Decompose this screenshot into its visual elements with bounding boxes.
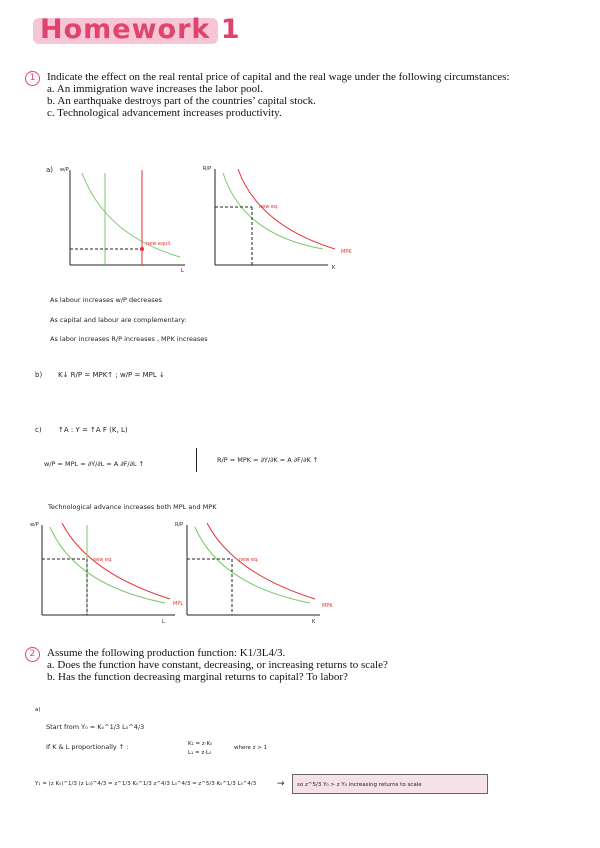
mpk-new-curve — [207, 523, 315, 599]
part-a-label: a) — [46, 166, 54, 174]
q2-start: Start from Y₀ = K₀^1/3 L₀^4/3 — [46, 723, 145, 731]
question-1-a: a. An immigration wave increases the labor pool. — [47, 83, 263, 95]
new-equil-label: new equil. — [146, 241, 172, 247]
part-b-label: b) — [35, 371, 43, 379]
mpl-new-curve — [62, 523, 170, 599]
divider — [196, 448, 197, 472]
question-2-a: a. Does the function have constant, decreasing, or increasing returns to scale? — [47, 659, 388, 671]
y-axis-label: w/P — [30, 522, 39, 528]
question-2-b: b. Has the function decreasing marginal returns to capital? To labor? — [47, 671, 348, 683]
q2-cond1: K₁ = z·K₀ — [188, 741, 213, 747]
graph-c-capital — [175, 517, 355, 623]
question-1-c: c. Technological advancement increases productivity. — [47, 107, 282, 119]
part-b-text: K↓ R/P = MPK↑ ; w/P = MPL ↓ — [58, 371, 165, 379]
new-equilibrium-point — [140, 247, 144, 251]
note-1: As labour increases w/P decreases — [50, 296, 162, 304]
x-axis-label: K — [332, 265, 336, 271]
question-1-b: b. An earthquake destroys part of the countries’ capital stock. — [47, 95, 316, 107]
q2-arrow: → — [277, 779, 285, 789]
y-axis-label: R/P — [203, 166, 212, 172]
x-axis-label: L — [181, 268, 184, 274]
question-2-prompt: Assume the following production function: K1/3L4/3. — [47, 647, 286, 659]
part-c-eq-left: w/P = MPL = ∂Y/∂L = A ∂F/∂L ↑ — [44, 460, 145, 468]
question-1 — [47, 71, 592, 119]
q2-result-box — [292, 774, 488, 794]
note-3: As labor increases R/P increases , MPK increases — [50, 335, 208, 343]
mpk-label: MPK — [322, 603, 333, 609]
new-eq-label: new eq. — [239, 557, 259, 563]
mpk-old-curve — [223, 173, 323, 249]
page-title: Homework 1 — [40, 14, 241, 45]
part-c-eq-right: R/P = MPK = ∂Y/∂K = A ∂F/∂K ↑ — [217, 456, 319, 464]
q2-part-a-label: a) — [35, 707, 41, 713]
x-axis-label: K — [312, 619, 316, 623]
new-eq-label: new eq. — [93, 557, 113, 563]
mpk-label: MPK — [341, 249, 352, 255]
q2-y1: Y₁ = (z K₀)^1/3 (z L₀)^4/3 = z^1/3 K₀^1/3 z^4/3 L₀^4/3 = z^5/3 K₀^1/3 L₀^4/3 — [35, 781, 257, 787]
note-2: As capital and labour are complementary: — [50, 316, 187, 324]
question-number-1: 1 — [25, 71, 40, 86]
question-2 — [47, 647, 592, 683]
question-1-prompt: Indicate the effect on the real rental price of capital and the real wage under the following circumstances: — [47, 71, 510, 83]
mpl-label: MPL — [173, 601, 184, 607]
graph-a-labor — [60, 165, 195, 275]
mpk-new-curve — [238, 169, 335, 249]
y-axis-label: R/P — [175, 522, 184, 528]
graph-a-capital — [203, 163, 353, 275]
new-eq-label: new eq. — [259, 204, 279, 210]
part-c-line1: ↑A : Y = ↑A F (K, L) — [58, 426, 128, 434]
q2-result: so z^5/3 Y₀ > z Y₀ increasing returns to scale — [297, 782, 422, 788]
part-c-label: c) — [35, 426, 42, 434]
q2-cond2: L₁ = z·L₀ — [188, 750, 212, 756]
question-number-2: 2 — [25, 647, 40, 662]
q2-where: where z > 1 — [234, 745, 268, 751]
q2-if: If K & L proportionally ↑ : — [46, 743, 129, 751]
y-axis-label: w/P — [60, 167, 69, 173]
part-c-note: Technological advance increases both MPL and MPK — [48, 503, 217, 511]
x-axis-label: L — [162, 619, 165, 623]
